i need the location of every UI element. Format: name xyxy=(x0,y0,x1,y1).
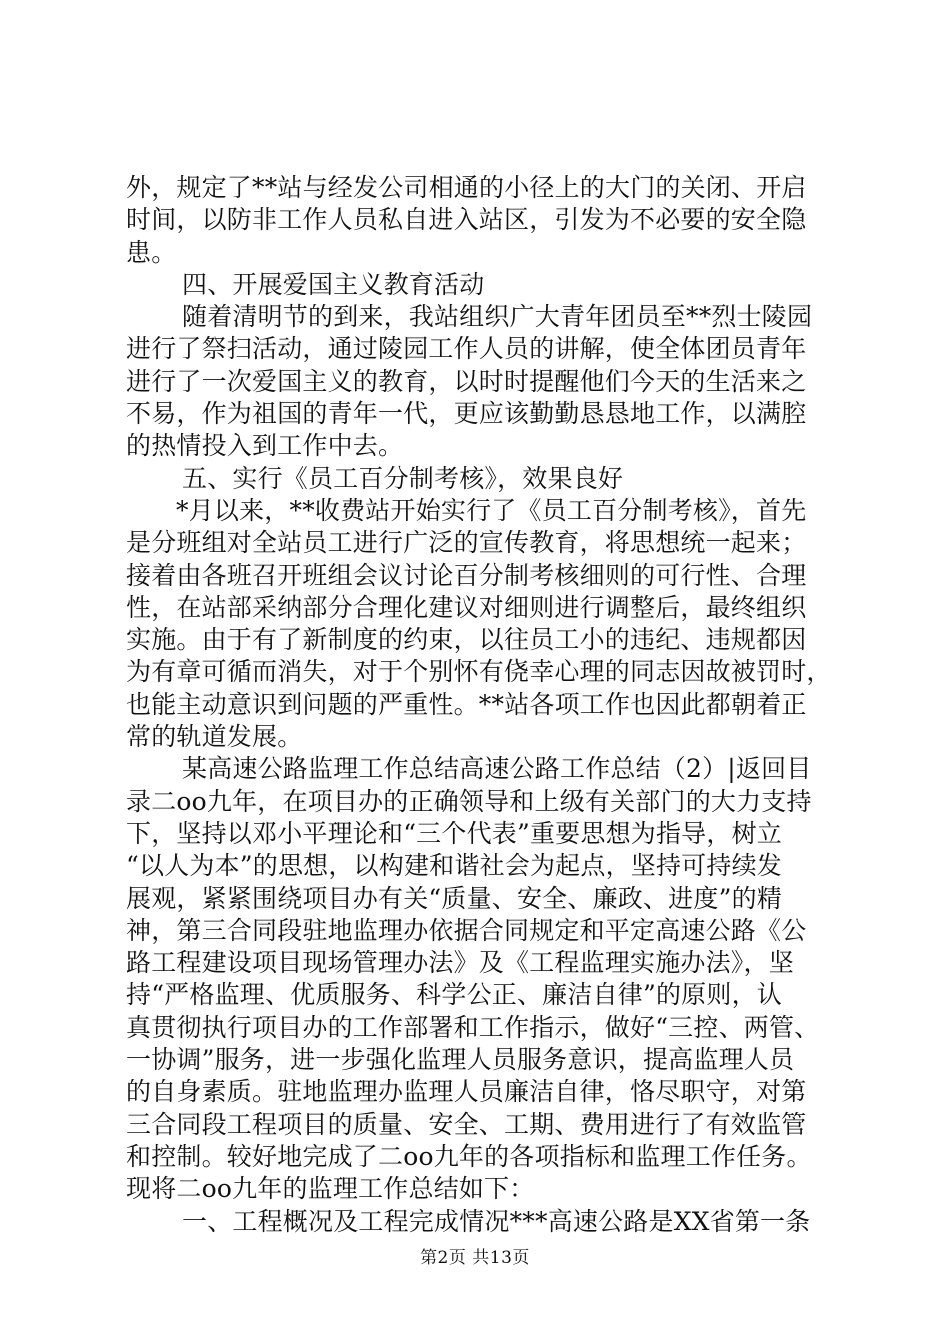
text-line: 患。 xyxy=(126,237,177,267)
text-line: 展观，紧紧围绕项目办有关“质量、安全、廉政、进度”的精 xyxy=(126,883,782,913)
text-line: 为有章可循而消失，对于个别怀有侥幸心理的同志因故被罚时， xyxy=(126,657,832,687)
text-line: 时间，以防非工作人员私自进入站区，引发为不必要的安全隐 xyxy=(126,205,807,235)
text-line: 下，坚持以邓小平理论和“三个代表”重要思想为指导，树立 xyxy=(126,818,782,848)
page-footer: 第2页 共13页 xyxy=(420,1248,530,1268)
text-line: 不易，作为祖国的青年一代，更应该勤勤恳恳地工作，以满腔 xyxy=(126,399,807,429)
text-line: 一协调”服务，进一步强化监理人员服务意识，提高监理人员 xyxy=(126,1045,795,1075)
text-line: 外，规定了**站与经发公司相通的小径上的大门的关闭、开启 xyxy=(126,173,807,202)
text-line: 持“严格监理、优质服务、科学公正、廉洁自律”的原则，认 xyxy=(126,980,782,1010)
text-line: 接着由各班召开班组会议讨论百分制考核细则的可行性、合理 xyxy=(126,560,807,590)
text-line: 一、工程概况及工程完成情况***高速公路是XX省第一条 xyxy=(182,1206,811,1236)
text-line: 现将二oo九年的监理工作总结如下： xyxy=(126,1174,535,1204)
text-line: 实施。由于有了新制度的约束，以往员工小的违纪、违规都因 xyxy=(126,625,807,655)
text-line: *月以来，**收费站开始实行了《员工百分制考核》，首先 xyxy=(176,495,807,525)
text-line: 录二oo九年，在项目办的正确领导和上级有关部门的大力支持 xyxy=(126,786,812,816)
text-line: 神，第三合同段驻地监理办依据合同规定和平定高速公路《公 xyxy=(126,915,807,945)
text-line: 路工程建设项目现场管理办法》及《工程监理实施办法》，坚 xyxy=(126,948,794,978)
text-line: 的热情投入到工作中去。 xyxy=(126,431,404,461)
text-line: 随着清明节的到来，我站组织广大青年团员至**烈士陵园 xyxy=(182,302,813,332)
text-line: 三合同段工程项目的质量、安全、工期、费用进行了有效监管 xyxy=(126,1109,807,1139)
text-line: 进行了一次爱国主义的教育，以时时提醒他们今天的生活来之 xyxy=(126,366,807,396)
text-line: 真贯彻执行项目办的工作部署和工作指示，做好“三控、两管、 xyxy=(126,1012,820,1042)
text-line: 某高速公路监理工作总结高速公路工作总结（2）|返回目 xyxy=(182,754,812,784)
text-line: 和控制。较好地完成了二oo九年的各项指标和监理工作任务。 xyxy=(126,1141,812,1171)
document-body xyxy=(126,172,831,1238)
text-line: 进行了祭扫活动，通过陵园工作人员的讲解，使全体团员青年 xyxy=(126,334,807,364)
text-line: 也能主动意识到问题的严重性。**站各项工作也因此都朝着正 xyxy=(126,689,807,719)
text-line: 是分班组对全站员工进行广泛的宣传教育，将思想统一起来； xyxy=(126,528,807,558)
text-line: “以人为本”的思想，以构建和谐社会为起点，坚持可持续发 xyxy=(126,851,782,881)
text-line: 常的轨道发展。 xyxy=(126,722,303,752)
text-line: 性，在站部采纳部分合理化建议对细则进行调整后，最终组织 xyxy=(126,592,807,622)
text-line: 五、实行《员工百分制考核》，效果良好 xyxy=(182,463,624,493)
text-line: 四、开展爱国主义教育活动 xyxy=(182,269,485,299)
text-line: 的自身素质。驻地监理办监理人员廉洁自律，恪尽职守，对第 xyxy=(126,1077,807,1107)
